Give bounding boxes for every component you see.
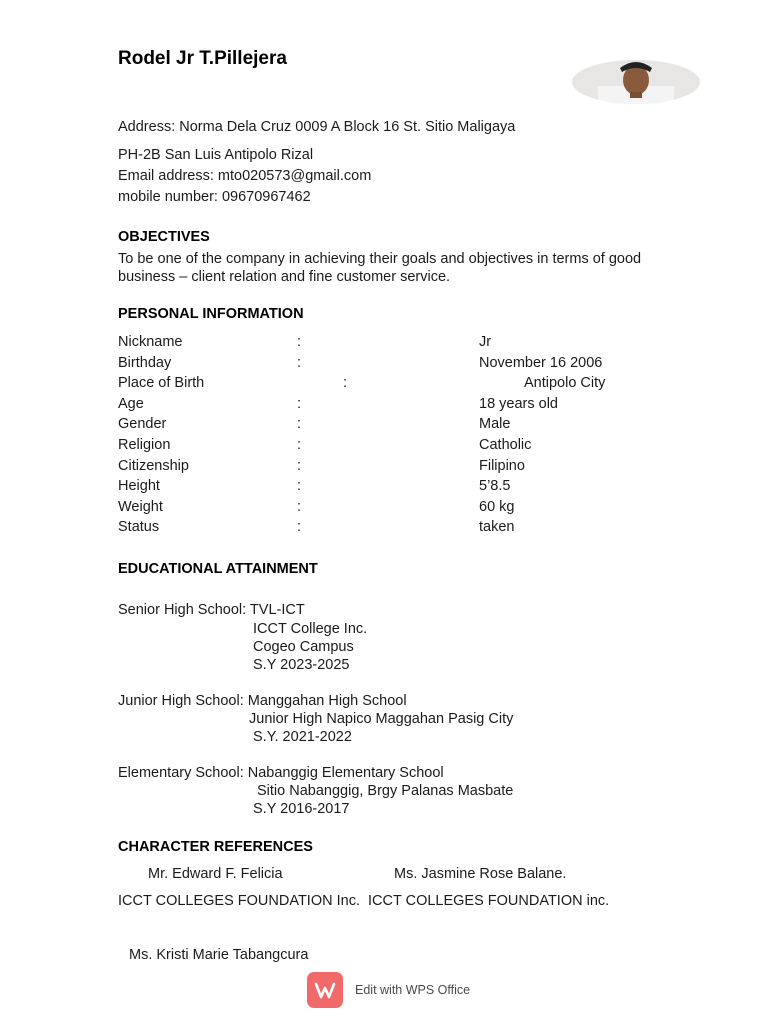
personal-info-label: Citizenship	[118, 458, 189, 474]
objectives-heading: OBJECTIVES	[118, 229, 210, 245]
education-heading: EDUCATIONAL ATTAINMENT	[118, 561, 318, 577]
senior-high-line-2: ICCT College Inc.	[253, 621, 368, 637]
personal-info-colon: :	[297, 499, 302, 515]
objectives-text: To be one of the company in achieving their goals and objectives in terms of good business – client relation and fine customer service.	[118, 251, 642, 285]
reference-1-org: ICCT COLLEGES FOUNDATION Inc.	[118, 893, 360, 909]
personal-info-colon: :	[297, 334, 302, 350]
junior-high-line-3: S.Y. 2021-2022	[253, 729, 352, 745]
personal-info-label: Religion	[118, 437, 171, 453]
personal-info-value: 60 kg	[479, 499, 515, 515]
personal-info-value: Filipino	[479, 458, 525, 474]
personal-info-colon: :	[297, 437, 302, 453]
personal-info-label: Place of Birth	[118, 375, 205, 391]
address-line-2: PH-2B San Luis Antipolo Rizal	[118, 147, 314, 163]
elementary-line-1: Elementary School: Nabanggig Elementary School	[118, 765, 444, 781]
personal-info-label: Nickname	[118, 334, 183, 350]
personal-info-heading: PERSONAL INFORMATION	[118, 306, 304, 322]
personal-info-value: Antipolo City	[524, 375, 606, 391]
wps-logo-icon	[307, 972, 343, 1008]
personal-info-label: Status	[118, 519, 160, 535]
personal-info-label: Weight	[118, 499, 163, 515]
personal-info-colon: :	[343, 375, 348, 391]
personal-info-colon: :	[297, 355, 302, 371]
personal-info-value: Male	[479, 416, 511, 432]
senior-high-line-1: Senior High School: TVL-ICT	[118, 602, 305, 618]
personal-info-colon: :	[297, 396, 302, 412]
personal-info-label: Birthday	[118, 355, 172, 371]
personal-info-label: Height	[118, 478, 160, 494]
personal-info-colon: :	[297, 478, 302, 494]
personal-info-label: Age	[118, 396, 144, 412]
personal-info-value: Jr	[479, 334, 492, 350]
personal-info-value: taken	[479, 519, 515, 535]
personal-info-colon: :	[297, 519, 302, 535]
senior-high-line-3: Cogeo Campus	[253, 639, 354, 655]
applicant-name: Rodel Jr T.Pillejera	[118, 48, 287, 69]
personal-info-value: November 16 2006	[479, 355, 603, 371]
wps-label: Edit with WPS Office	[355, 983, 471, 997]
reference-2-org: ICCT COLLEGES FOUNDATION inc.	[368, 893, 610, 909]
edit-with-wps-button[interactable]	[307, 972, 470, 1008]
email-address: Email address: mto020573@gmail.com	[118, 168, 372, 184]
address-line-1: Address: Norma Dela Cruz 0009 A Block 16 St. Sitio Maligaya	[118, 119, 516, 135]
personal-info-value: Catholic	[479, 437, 532, 453]
junior-high-line-1: Junior High School: Manggahan High School	[118, 693, 407, 709]
profile-photo	[568, 52, 704, 106]
personal-info-colon: :	[297, 416, 302, 432]
elementary-line-2: Sitio Nabanggig, Brgy Palanas Masbate	[257, 783, 514, 799]
reference-1-name: Mr. Edward F. Felicia	[148, 866, 283, 882]
personal-info-value: 5’8.5	[479, 478, 511, 494]
reference-2-name: Ms. Jasmine Rose Balane.	[394, 866, 567, 882]
references-heading: CHARACTER REFERENCES	[118, 839, 313, 855]
senior-high-line-4: S.Y 2023-2025	[253, 657, 350, 673]
personal-info-value: 18 years old	[479, 396, 558, 412]
mobile-number: mobile number: 09670967462	[118, 189, 311, 205]
personal-info-colon: :	[297, 458, 302, 474]
reference-3-name: Ms. Kristi Marie Tabangcura	[129, 947, 309, 963]
personal-info-label: Gender	[118, 416, 167, 432]
junior-high-line-2: Junior High Napico Maggahan Pasig City	[249, 711, 514, 727]
elementary-line-3: S.Y 2016-2017	[253, 801, 350, 817]
